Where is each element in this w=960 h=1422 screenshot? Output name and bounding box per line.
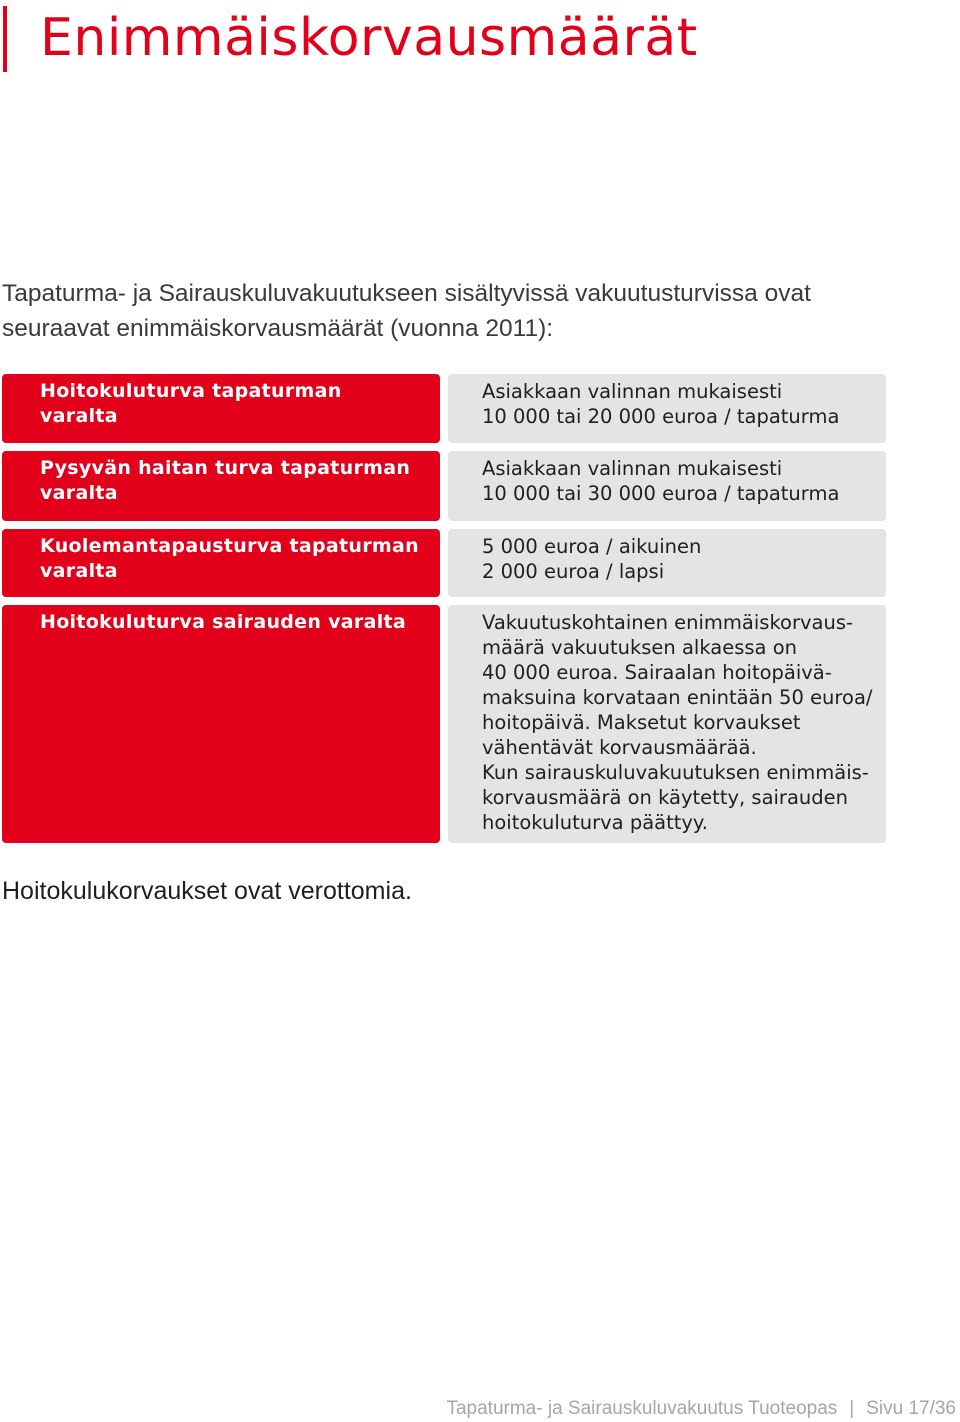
coverage-value: [448, 529, 886, 597]
value-line: hoitokuluturva päättyy.: [482, 811, 708, 834]
coverage-value: [448, 605, 886, 843]
value-line: määrä vakuutuksen alkaessa on: [482, 636, 797, 659]
value-line: Asiakkaan valinnan mukaisesti: [482, 380, 783, 403]
value-line: 2 000 euroa / lapsi: [482, 560, 665, 583]
coverage-value: [448, 374, 886, 443]
value-line: 10 000 tai 30 000 euroa / tapaturma: [482, 482, 840, 505]
value-line: 10 000 tai 20 000 euroa / tapaturma: [482, 405, 840, 428]
value-line: Asiakkaan valinnan mukaisesti: [482, 457, 783, 480]
value-line: Kun sairauskuluvakuutuksen enimmäis-: [482, 761, 869, 784]
value-line: hoitopäivä. Maksetut korvaukset: [482, 711, 801, 734]
footer-doc-title: Tapaturma- ja Sairauskuluvakuutus Tuoteopas: [446, 1398, 838, 1419]
value-line: Vakuutuskohtainen enimmäiskorvaus-: [482, 611, 854, 634]
tax-note: Hoitokulukorvaukset ovat verottomia.: [2, 877, 412, 905]
intro-paragraph: [2, 276, 902, 346]
intro-line-2: seuraavat enimmäiskorvausmäärät (vuonna 2011):: [2, 315, 554, 342]
page-title: Enimmäiskorvausmäärät: [40, 8, 698, 68]
table-row: [2, 529, 886, 597]
footer-separator: |: [849, 1398, 855, 1419]
value-line: 40 000 euroa. Sairaalan hoitopäivä-: [482, 661, 832, 684]
coverage-label: Hoitokuluturva tapaturman varalta: [2, 374, 440, 443]
page-footer: [446, 1396, 956, 1422]
coverage-label: Kuolemantapausturva tapaturman varalta: [2, 529, 440, 597]
value-line: 5 000 euroa / aikuinen: [482, 535, 702, 558]
intro-line-1: Tapaturma- ja Sairauskuluvakuutukseen sisältyvissä vakuutusturvissa ovat: [2, 280, 811, 307]
table-row: [2, 605, 886, 843]
coverage-label: Pysyvän haitan turva tapaturman varalta: [2, 451, 440, 521]
footer-page-number: Sivu 17/36: [866, 1398, 956, 1419]
title-accent-bar: [3, 6, 7, 72]
coverage-value: [448, 451, 886, 521]
table-row: [2, 451, 886, 521]
value-line: vähentävät korvausmäärää.: [482, 736, 757, 759]
table-row: [2, 374, 886, 443]
coverage-label: Hoitokuluturva sairauden varalta: [2, 605, 440, 843]
value-line: korvausmäärä on käytetty, sairauden: [482, 786, 848, 809]
value-line: maksuina korvataan enintään 50 euroa/: [482, 686, 873, 709]
